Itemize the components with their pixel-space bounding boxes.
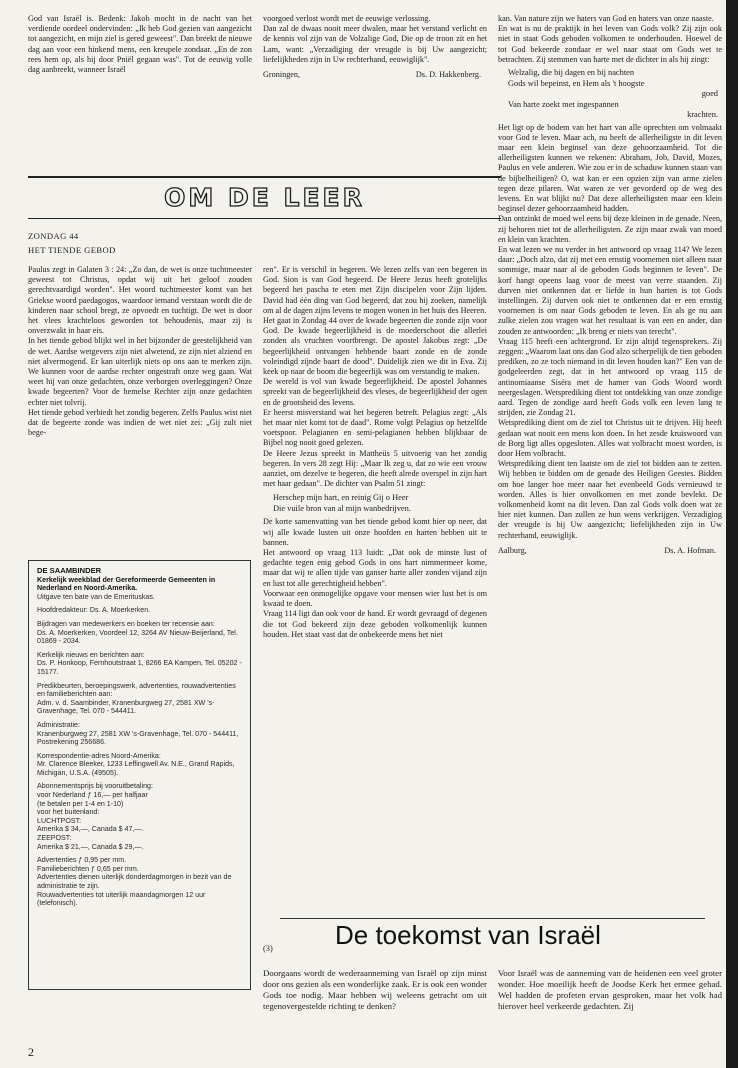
toekomst-col-a: Doorgaans wordt de wederaanneming van Israël op zijn minst door ons gezien als een wonderlijke zaak. Er is ook een wonder Gods toe nodig. Maar hebben wij weleens getracht om uit tegenovergestelde richting te denken? [263,968,487,1011]
col2-top-text: voorgoed verlost wordt met de eeuwige verlossing. Dan zal de dwaas nooit meer dwalen, maar het verstand verlicht en de kennis vol zijn van de Volzalige God, Die op de troon zit en het Lam, want: „Verzadiging der vreugde is bij Uw aangezicht; liefelijkheden zijn in Uw rechterhand, eeuwiglijk". Groningen, Ds. D. Hakkenberg. [263,14,487,80]
toekomst-col-b: Voor Israël was de aanneming van de heidenen een veel groter wonder. Hoe moeilijk heeft de Joodse Kerk het ermee gehad. Wel hadden de profeten ervan gesproken, maar het volk had hierover heel verkeerde gedachten. Zij [498,968,722,1011]
masthead-box: DE SAAMBINDER Kerkelijk weekblad der Gereformeerde Gemeenten in Nederland en Noord-Amerika. Uitgave ten bate van de Emerituskas. Hoofdredakteur: Ds. A. Moerkerken. Bijdragen van medewerkers en boeken ter recensie aan: Ds. A. Moerkerken, Voordeel 12, 3264 AV Nieuw-Beijerland, Tel. 01869 - 2034. Kerkelijk nieuws en berichten aan: Ds. P. Honkoop, Fernhoutstraat 1, 8266 EA Kampen, Tel. 05202 - 15177. Predikbeurten, beroepingswerk, advertenties, rouwadvertenties en familieberichten aan: Adm. v. d. Saambinder, Kranenburgweg 27, 2581 XW 's-Gravenhage, Tel. 070 - 544411. Administratie: Kranenburgweg 27, 2581 XW 's-Gravenhage, Tel. 070 - 544411, Postrekening 256686. Korrespondentie-adres Noord-Amerika: Mr. Clarence Bleeker, 1233 Leffingwell Av. N.E., Grand Rapids, Michigan, U.S.A. (49505). Abonnementsprijs bij vooruitbetaling: voor Nederland ƒ 16,— per halfjaar (te betalen per 1-4 en 1-10) voor het buitenland: LUCHTPOST: Amerika $ 34,—, Canada $ 47,—. ZEEPOST: Amerika $ 21,—, Canada $ 29,—. Advertenties ƒ 0,95 per mm. Familieberichten ƒ 0,65 per mm. Advertenties dienen uiterlijk donderdagmorgen in bezit van de administratie te zijn. Rouwadvertenties tot uiterlijk maandagmorgen 12 uur (telefonisch). [28,560,251,990]
signature-hofman: Aalburg, Ds. A. Hofman. [498,545,716,555]
signature-hakkenberg: Groningen, Ds. D. Hakkenberg. [263,70,481,80]
page-number: 2 [28,1045,34,1059]
toekomst-title: De toekomst van Israël [335,920,601,950]
banner-title: OM DE LEER [164,183,365,212]
zondag-heading: ZONDAG 44 HET TIENDE GEBOD [28,231,116,255]
article-number: (3) [263,944,273,953]
col1-top-text: God van Israël is. Bedenk: Jakob mocht in de nacht van het verdiende oordeel ondervinden: „Ik heb God gezien van aangezicht tot aangezicht, en mijn ziel is gered geweest". Dan breekt de nieuwe dag aan voor een hinkend mens, een kreupele zondaar. „En de zon rees hem op, als hij door Pniël gegaan was". Tot de eeuwig volle dag aanbreekt, wanneer Israël [28,14,252,75]
page-edge-shadow [726,0,738,1068]
psalm-quote-col3: Welzalig, die bij dagen en bij nachten Gods wil bepeinst, en Hem als 't hoogste goed Van harte zoekt met ingespannen krachten. [508,68,718,120]
col3-text: kan. Van nature zijn we haters van God en haters van onze naaste. En wat is nu de praktijk in het leven van Gods volk? Zij zijn ook niet in staat Gods geboden volkomen te onderhouden. Hoewel de tot God bekeerde zondaar er wel naar staat om Gods wet te betrachten. Zij stemmen van harte met de dichter in als hij zingt: Welzalig, die bij dagen en bij nachten Gods wil bepeinst, en Hem als 't hoogste goed Van harte zoekt met ingespannen krachten. Het ligt op de bodem van het hart van alle oprechten om volmaakt voor God te leven. Maar ach, nu heeft de allerheiligste in dit leven maar een klein beginsel van deze gehoorzaamheid. Tot die allerheiligsten kunnen we rekenen: Abraham, Job, David, Mozes, Paulus en vele anderen. Wie zou er in de schaduw kunnen staan van de bijbelheiligen? O, wat kan er een opzien zijn van arme zielen tegen deze pilaren. Wat waren ze ver gevorderd op de weg des levens. En wat blijkt nu? Dat deze allerheiligsten maar een klein beginsel dezer gehoorzaamheid hadden. Dan ontzinkt de moed wel eens bij deze kleinen in de genade. Neen, zij behoren niet tot de allerheiligsten. Ze zijn maar zwak van moed en klein van krachten. En wat lezen we nu verder in het antwoord op vraag 114? We lezen daar: „Doch alzo, dat zij met een ernstig voornemen niet alleen naar sommige, maar naar al de geboden Gods beginnen te leven". De korf hangt opeens laag voor de meest van verre staanden. Zij durven niet ontkennen dat er liefde in hun harten is tot Gods instellingen. Zij durven ook niet te ontkennen dat er een ernstig voornemen is om naar Gods geboden te leven. En als ge nu aan zulke zielen zou vragen wat het resultaat is van een en ander, dan zouden ze antwoorden: „Ik breng er niets van terecht". Vraag 115 heeft een achtergrond. Er zijn altijd tegensprekers. Zij zeggen: „Waarom laat ons dan God alzo scherpelijk de tien geboden prediken, zo ze toch niemand in dit leven houden kan?" Een van de godgeleerden zegt, dat in het antwoord op vraag 115 de antinomiaanse Siséra met de hamer van Gods Woord wordt neergeslagen. Wetsprediking dient tot ontdekking van onze zondige aard. Tegen de zondige aard heeft Gods volk een leven lang te strijden, zie Zondag 21. Wetsprediking dient om de ziel tot Christus uit te drijven. Hij heeft gedaan wat nooit een mens kon doen. In het zesde kruiswoord van de Borg ligt alles opgesloten. Alles wat volbracht moest worden, is door Hem volbracht. Wetsprediking dient ten laatste om de ziel tot bidden aan te zetten. Wij hebben te bidden om de genade des Heiligen Geestes. Bidden om hoe langer hoe meer naar het evenbeeld Gods vernieuwd te worden. Alles is hier onvolkomen en met zonde bevlekt. De volkomenheid komt na dit leven. Dan zal Gods volk doen wat ze hier niet kunnen. Dan zullen ze hun wens verkrijgen. Verzadiging der vreugde is bij Uw aangezicht; liefelijkheden zijn in Uw rechterhand, eeuwiglijk. Aalburg, Ds. A. Hofman. [498,14,722,555]
col2-leer-text: ren". Er is verschil in begeren. We lezen zelfs van een begeren in God. Sion is van God begeerd. De Heere Jezus heeft grotelijks begeerd het pascha te eten met Zijn discipelen voor Zijn lijden. David had één ding van God begeerd, dat zou hij zoeken, namelijk om al de dagen zijns levens te mogen wonen in het huis des Heeren. Het gaat in Zondag 44 over de kwade begeerten die zonde zijn voor God. De kwade begeerlijkheid is de moederschoot die allerlei zonden als vruchten voortbrengt. De apostel Jakobus zegt: „De begeerlijkheid ontvangen hebbende baart zonde en de zonde voleindigd zijnde baart de dood". Duidelijk zien we dit in Eva. Zij keek op naar de boom die begeerlijk was om verstandig te maken. De wereld is vol van kwade begeerlijkheid. De apostel Johannes spreekt van de begeerlijkheid des vleses, de begeerlijkheid der ogen en de grootsheid des levens. Er heerst misverstand wat het begeren betreft. Pelagius zegt: „Als het maar niet komt tot de daad". Rome volgt Pelagius op hetzelfde voetspoor. Pelagianen en semi-pelagianen hebben blijkbaar de Bijbel nog nooit goed gelezen. De Heere Jezus spreekt in Mattheüs 5 uitvoerig van het zondig begeren. In vers 28 zegt Hij: „Maar Ik zeg u, dat zo wie een vrouw aanziet, om dezelve te begeren, die heeft alrede overspel in zijn hart met haar gedaan". De dichter van Psalm 51 zingt: Herschep mijn hart, en reinig Gij o Heer Die vuile bron van al mijn wanbedrijven. De korte samenvatting van het tiende gebod komt hier op neer, dat wij alle kwade lusten uit onze hoofden en harten hebben uit te bannen. Het antwoord op vraag 113 luidt: „Dat ook de minste lust of gedachte tegen enig gebod Gods in ons hart nimmermeer kome, maar dat wij te allen tijde van ganser harte aller zonden vijand zijn en lust tot alle gerechtigheid hebben". Voorwaar een onmogelijke opgave voor mensen wier lust het is om kwaad te doen. Vraag 114 ligt dan ook voor de hand. Er wordt gevraagd of degenen die tot God bekeerd zijn deze geboden volkomenlijk kunnen houden. Het staat vast dat de onbekeerde mens het niet [263,265,487,639]
toekomst-rule [280,918,705,919]
col1-leer-text: Paulus zegt in Galaten 3 : 24: „Zo dan, de wet is onze tuchtmeester geweest tot Christus, opdat wij uit het geloof zouden gerechtvaardigd worden". Het woord tuchtmeester komt van het Griekse woord paedagogos, waardoor iemand verstaan wordt die de kinderen naar school bregt, ze opvoedt en tuchtigt. De wet is door het vlees krachteloos geworden tot behoudenis, maar zij is onverzwakt in haar eis. In het tiende gebod blijkt wel in het bijzonder de geestelijkheid van de wet. Aardse wetgevers zijn niet alwetend, ze zijn niet alziend en niet alvermogend. Er kan uiterlijk niets op ons aan te merken zijn. We kunnen voor de aardse rechter ongestraft onze weg gaan. Wat weet hij van onze gedachten, onze verborgen overleggingen? Onze kwade begeerten? Voor de hemelse Rechter zijn onze gedachten echter niet tolvrij. Het tiende gebod verbiedt het zondig begeren. Zelfs Paulus wist niet dat de begeerte zonde was indien de wet niet zei: „Gij zult niet bege- [28,265,252,438]
psalm-51-quote: Herschep mijn hart, en reinig Gij o Heer Die vuile bron van al mijn wanbedrijven. [273,493,411,513]
section-banner [28,176,501,219]
